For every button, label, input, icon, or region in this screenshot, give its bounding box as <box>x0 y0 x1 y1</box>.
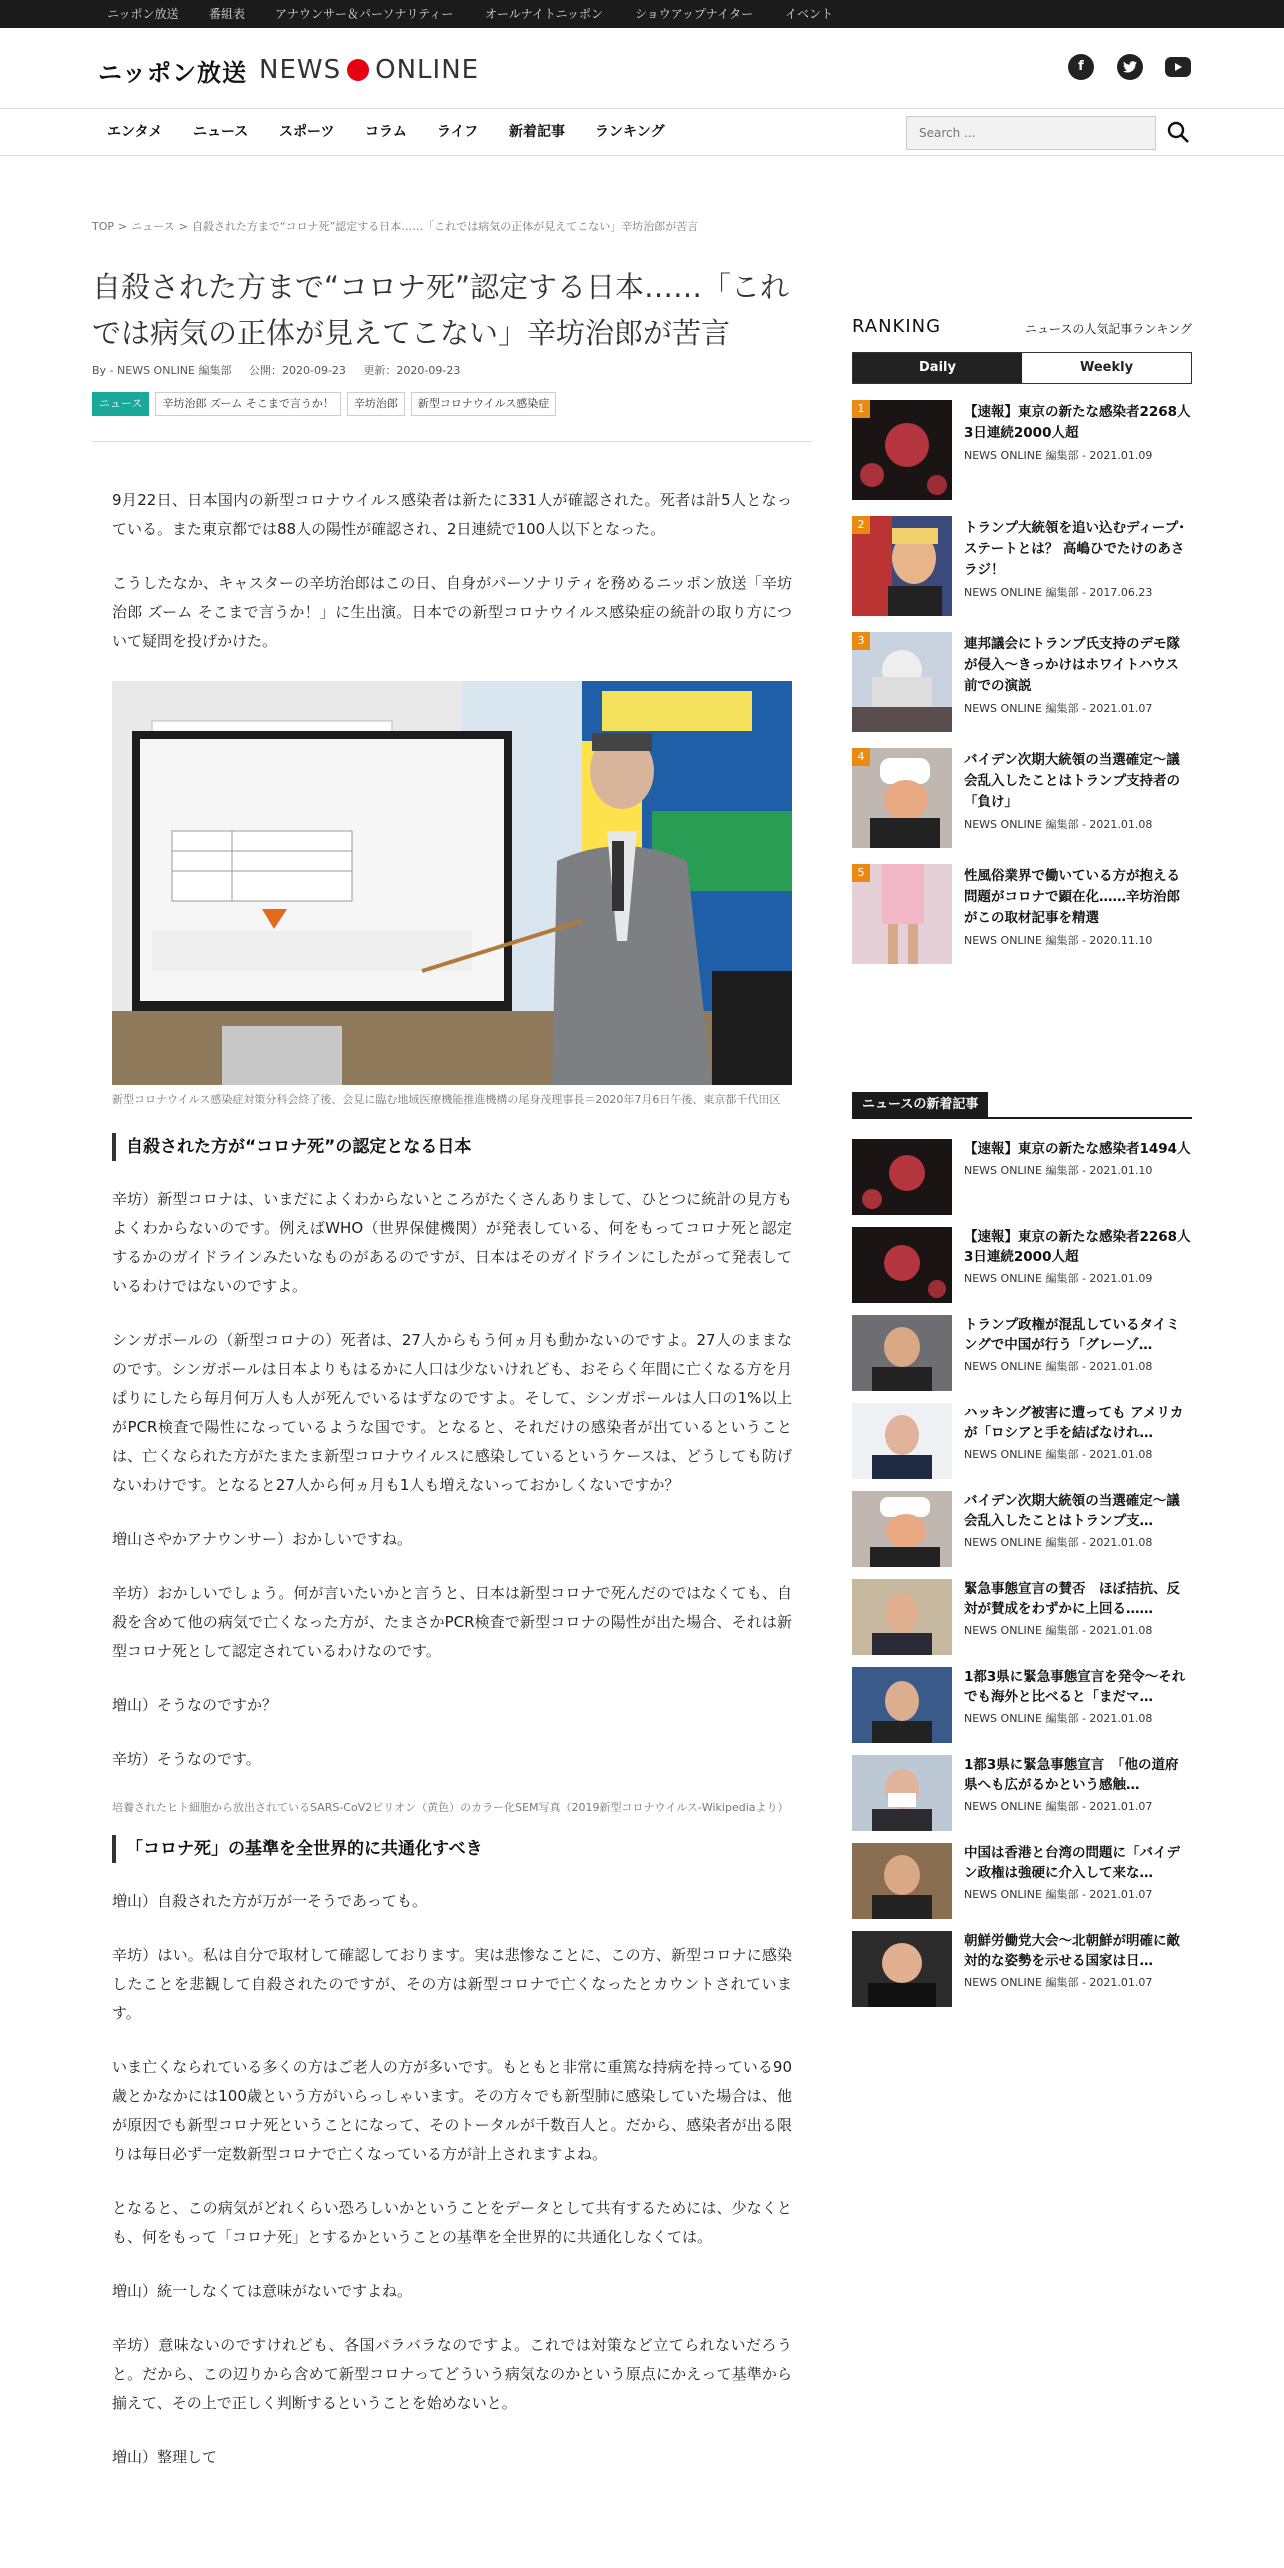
item-title-text: 中国は香港と台湾の問題に「バイデン政権は強硬に介入して来な… <box>964 1845 1180 1881</box>
breadcrumb-top[interactable]: TOP <box>92 220 115 233</box>
nav-item-news[interactable]: ニュース <box>193 124 249 140</box>
twitter-icon[interactable] <box>1117 54 1143 80</box>
item-title-text: 性風俗業界で働いている方が抱える問題がコロナで顕在化……辛坊治郎がこの取材記事を精選 <box>964 868 1180 926</box>
article-paragraph: 辛坊）おかしいでしょう。何が言いたいかと言うと、日本は新型コロナで死んだのではなくても、自殺を含めて他の病気で亡くなった方が、たまさかPCR検査で新型コロナの陽性が出た場合、それは新型コロナ死として認定されているわけなのです。 <box>112 1584 792 1660</box>
newest-item-title <box>964 1755 1192 1817</box>
item-title-text: 1都3県に緊急事態宣言 「他の道府県へも広がるかという感触… <box>964 1757 1179 1793</box>
photo-caption: 新型コロナウイルス感染症対策分科会終了後、会見に臨む地域医療機能推進機構の尾身茂理事長＝2020年7月6日午後、東京都千代田区 <box>112 1093 781 1106</box>
thumbnail <box>852 864 952 964</box>
item-meta: NEWS ONLINE 編集部 - 2021.01.08 <box>964 1536 1153 1549</box>
newest-item-title <box>964 1931 1192 1993</box>
nav-item-column[interactable]: コラム <box>365 124 407 140</box>
item-title-text: トランプ政権が混乱しているタイミングで中国が行う「グレーゾ… <box>964 1317 1180 1353</box>
newest-item[interactable] <box>852 1579 1192 1655</box>
newest-item[interactable] <box>852 1755 1192 1831</box>
thumbnail <box>852 1491 952 1567</box>
thumbnail <box>852 1579 952 1655</box>
ranking-item[interactable] <box>852 632 1192 732</box>
newest-item[interactable] <box>852 1227 1205 1303</box>
article-paragraph: いま亡くなられている多くの方はご老人の方が多いです。もともと非常に重篤な持病を持っている90歳とかなかには100歳という方がいらっしゃいます。その方々でも新型肺に感染していた場合は、他が原因でも新型コロナ死ということになって、そのトータルが千数百人と。だから、感染者が出る限りは毎日必ず一定数新型コロナで亡くなっている方が計上されますよね。 <box>112 2058 792 2163</box>
ranking-item[interactable] <box>852 864 1192 964</box>
thumbnail <box>852 1931 952 2007</box>
article-paragraph: 増山）そうなのですか？ <box>112 1696 278 1714</box>
divider <box>92 441 812 442</box>
article-meta <box>92 362 474 378</box>
article-paragraph: シンガポールの（新型コロナの）死者は、27人からもう何ヵ月も動かないのですよ。27人のままなのです。シンガポールは日本よりもはるかに人口は少ないけれども、おそらく年間に亡くなる方を月ぱりにしたら毎月何万人も人が死んでいるはずなのですよ。そして、シンガポールは人口の1%以上がPCR検査で陽性になっているような国です。となると、それだけの感染者が出ているということは、亡くなられた方がたまたま新型コロナウイルスに感染しているというケースは、どうしても防げないわけです。となると27人から何ヵ月も1人も増えないっておかしくないですか？ <box>112 1331 792 1494</box>
item-meta: NEWS ONLINE 編集部 - 2021.01.08 <box>964 1624 1153 1637</box>
article-paragraph: 辛坊）そうなのです。 <box>112 1750 261 1768</box>
article-updated: 更新：2020-09-23 <box>363 364 461 377</box>
newest-item[interactable] <box>852 1403 1192 1479</box>
thumbnail <box>852 516 952 616</box>
thumbnail <box>852 1139 952 1215</box>
ranking-item-title <box>964 750 1192 835</box>
thumbnail <box>852 748 952 848</box>
article-paragraph: 増山）自殺された方が万が一そうであっても。 <box>112 1892 427 1910</box>
article-photo <box>112 681 792 1085</box>
tag-list <box>92 392 556 416</box>
item-meta: NEWS ONLINE 編集部 - 2020.11.10 <box>964 934 1153 947</box>
topbar-link-allnightnippon[interactable]: オールナイトニッポン <box>485 7 603 21</box>
rank-number: 5 <box>852 864 870 882</box>
topbar-link-showup-nighter[interactable]: ショウアップナイター <box>635 7 754 21</box>
item-meta: NEWS ONLINE 編集部 - 2021.01.07 <box>964 1800 1153 1813</box>
logo-online: ONLINE <box>375 55 480 85</box>
item-meta: NEWS ONLINE 編集部 - 2021.01.08 <box>964 1712 1153 1725</box>
nav-item-entertainment[interactable]: エンタメ <box>107 124 163 140</box>
logo-news: NEWS <box>259 55 342 85</box>
article-body <box>112 486 792 2497</box>
item-meta: NEWS ONLINE 編集部 - 2021.01.08 <box>964 818 1153 831</box>
newest-item-title <box>964 1315 1192 1377</box>
newest-item-title <box>964 1139 1192 1181</box>
newest-item[interactable] <box>852 1139 1192 1215</box>
newest-item-title <box>964 1579 1192 1641</box>
newest-item-title <box>964 1843 1192 1905</box>
logo-red-dot <box>347 59 369 81</box>
ranking-tabs <box>852 352 1192 384</box>
article-paragraph: 9月22日、日本国内の新型コロナウイルス感染者は新たに331人が確認された。死者は計5人となっている。また東京都では88人の陽性が確認され、2日連続で100人以下となった。 <box>112 491 792 538</box>
facebook-icon[interactable]: f <box>1068 54 1094 80</box>
newest-item-title <box>964 1403 1192 1465</box>
item-title-text: バイデン次期大統領の当選確定～議会乱入したことはトランプ支… <box>964 1493 1180 1529</box>
item-meta: NEWS ONLINE 編集部 - 2021.01.08 <box>964 1360 1153 1373</box>
tab-weekly[interactable]: Weekly <box>1022 353 1191 383</box>
item-title-text: 【速報】東京の新たな感染者2268人 3日連続2000人超 <box>964 404 1205 441</box>
thumbnail <box>852 1667 952 1743</box>
ranking-item-title <box>964 518 1192 603</box>
rank-number: 2 <box>852 516 870 534</box>
newest-header: ニュースの新着記事 <box>852 1092 988 1118</box>
tag-item[interactable]: 辛坊治郎 <box>347 392 405 416</box>
breadcrumb-news[interactable]: ニュース <box>131 220 175 233</box>
nav-item-latest[interactable]: 新着記事 <box>509 124 565 140</box>
article-author: By - NEWS ONLINE 編集部 <box>92 364 232 377</box>
item-title-text: トランプ大統領を追い込むディープ･ステートとは？ 高嶋ひでたけのあさラジ！ <box>964 520 1185 578</box>
article-paragraph: 増山）整理して <box>112 2448 218 2466</box>
tag-item[interactable]: 辛坊治郎 ズーム そこまで言うか！ <box>155 392 340 416</box>
ranking-item-title <box>964 402 1205 466</box>
item-meta: NEWS ONLINE 編集部 - 2021.01.09 <box>964 449 1153 462</box>
section-heading: 「コロナ死」の基準を全世界的に共通化すべき <box>112 1835 792 1863</box>
breadcrumb-sep: > <box>118 220 128 233</box>
rank-number: 3 <box>852 632 870 650</box>
newest-item-title <box>964 1667 1192 1729</box>
search-input[interactable] <box>906 116 1156 150</box>
photo-caption: 培養されたヒト細胞から放出されているSARS-CoV2ビリオン（黄色）のカラー化SEM写真（2019新型コロナウイルス-Wikipediaより） <box>112 1801 789 1814</box>
tag-item[interactable]: 新型コロナウイルス感染症 <box>411 392 556 416</box>
item-meta: NEWS ONLINE 編集部 - 2021.01.07 <box>964 702 1153 715</box>
nav-item-sports[interactable]: スポーツ <box>279 124 335 140</box>
topbar-link-program-guide[interactable]: 番組表 <box>209 7 246 21</box>
newest-item[interactable] <box>852 1931 1192 2007</box>
search-icon[interactable] <box>1166 120 1190 144</box>
topbar-link-nippon-housou[interactable]: ニッポン放送 <box>107 7 179 21</box>
rank-number: 4 <box>852 748 870 766</box>
category-badge[interactable]: ニュース <box>92 392 149 416</box>
item-meta: NEWS ONLINE 編集部 - 2021.01.10 <box>964 1164 1153 1177</box>
ranking-header <box>852 312 1192 340</box>
breadcrumb-sep: > <box>178 220 188 233</box>
ranking-item-title <box>964 866 1192 951</box>
item-meta: NEWS ONLINE 編集部 - 2021.01.08 <box>964 1448 1153 1461</box>
thumbnail <box>852 400 952 500</box>
section-heading: 自殺された方が“コロナ死”の認定となる日本 <box>112 1133 792 1161</box>
item-meta: NEWS ONLINE 編集部 - 2021.01.07 <box>964 1976 1153 1989</box>
article-paragraph: となると、この病気がどれくらい恐ろしいかということをデータとして共有するためには、少なくとも、何をもって「コロナ死」とするかということの基準を全世界的に共通化しなくては。 <box>112 2199 792 2246</box>
topbar-link-announcers[interactable]: アナウンサー＆パーソナリティー <box>275 7 454 21</box>
item-title-text: 1都3県に緊急事態宣言を発令～それでも海外と比べると「まだマ… <box>964 1669 1186 1705</box>
ranking-subtitle: ニュースの人気記事ランキング <box>1024 322 1192 336</box>
newest-item[interactable] <box>852 1491 1192 1567</box>
logo-jp: ニッポン放送 <box>98 58 248 87</box>
item-title-text: バイデン次期大統領の当選確定～議会乱入したことはトランプ支持者の「負け」 <box>964 752 1180 810</box>
breadcrumb-current: 自殺された方まで“コロナ死”認定する日本……「これでは病気の正体が見えてこない」辛坊治郎が苦言 <box>191 220 699 233</box>
newest-item[interactable] <box>852 1315 1192 1391</box>
page-title: 自殺された方まで“コロナ死”認定する日本……「これでは病気の正体が見えてこない」辛坊治郎が苦言 <box>92 270 790 350</box>
item-title-text: ハッキング被害に遭っても アメリカが「ロシアと手を結ばなけれ… <box>964 1405 1184 1441</box>
newest-item-title <box>964 1491 1192 1553</box>
site-logo[interactable] <box>98 52 479 88</box>
ranking-item[interactable] <box>852 516 1192 616</box>
tab-daily[interactable]: Daily <box>853 353 1022 383</box>
thumbnail <box>852 1403 952 1479</box>
thumbnail <box>852 1315 952 1391</box>
article-paragraph: 増山）統一しなくては意味がないですよね。 <box>112 2282 413 2300</box>
item-title-text: 緊急事態宣言の賛否 ほぼ拮抗、反対が賛成をわずかに上回る…… <box>964 1581 1180 1617</box>
breadcrumb <box>92 218 702 234</box>
article-paragraph: 辛坊）はい。私は自分で取材して確認しております。実は悲惨なことに、この方、新型コロナに感染したことを悲観して自殺されたのですが、その方は新型コロナで亡くなったとカウントされています。 <box>112 1946 792 2022</box>
nav-item-ranking[interactable]: ランキング <box>595 124 665 140</box>
article-paragraph: 辛坊）意味ないのですけれども、各国バラバラなのですよ。これでは対策など立てられないだろうと。だから、この辺りから含めて新型コロナってどういう病気なのかという原点にかえって基準から揃えて、その上で正しく判断するということを始めないと。 <box>112 2336 792 2412</box>
thumbnail <box>852 1843 952 1919</box>
nav-item-life[interactable]: ライフ <box>437 124 479 140</box>
article-paragraph: こうしたなか、キャスターの辛坊治郎はこの日、自身がパーソナリティを務めるニッポン放送「辛坊治郎 ズーム そこまで言うか！」に生出演。日本での新型コロナウイルス感染症の統計の取り方について疑問を投げかけた。 <box>112 574 792 650</box>
ranking-item-title <box>964 634 1192 719</box>
thumbnail <box>852 1227 952 1303</box>
item-meta: NEWS ONLINE 編集部 - 2021.01.09 <box>964 1272 1153 1285</box>
thumbnail <box>852 632 952 732</box>
article-paragraph: 辛坊）新型コロナは、いまだによくわからないところがたくさんありまして、ひとつに統計の見方もよくわからないのです。例えばWHO（世界保健機関）が発表している、何をもってコロナ死と認定するかのガイドラインみたいなものがあるのですが、日本はそのガイドラインにしたがって発表しているわけではないのですよ。 <box>112 1190 792 1295</box>
thumbnail <box>852 1755 952 1831</box>
youtube-icon[interactable] <box>1165 57 1191 77</box>
topbar-link-events[interactable]: イベント <box>785 7 834 21</box>
divider <box>852 1117 1192 1119</box>
item-title-text: 【速報】東京の新たな感染者1494人 <box>964 1141 1191 1157</box>
newest-item-title <box>964 1227 1205 1289</box>
article-published: 公開：2020-09-23 <box>249 364 346 377</box>
ranking-item[interactable] <box>852 748 1192 848</box>
top-bar <box>0 0 1284 28</box>
article-paragraph: 増山さやかアナウンサー）おかしいですね。 <box>112 1530 413 1548</box>
newest-item[interactable] <box>852 1843 1192 1919</box>
item-meta: NEWS ONLINE 編集部 - 2017.06.23 <box>964 586 1153 599</box>
item-title-text: 朝鮮労働党大会～北朝鮮が明確に敵対的な姿勢を示せる国家は日… <box>964 1933 1180 1969</box>
rank-number: 1 <box>852 400 870 418</box>
item-title-text: 連邦議会にトランプ氏支持のデモ隊が侵入～きっかけはホワイトハウス前での演説 <box>964 636 1180 694</box>
item-title-text: 【速報】東京の新たな感染者2268人 3日連続2000人超 <box>964 1229 1205 1265</box>
ranking-item[interactable] <box>852 400 1205 500</box>
newest-item[interactable] <box>852 1667 1192 1743</box>
ranking-title: RANKING <box>852 316 942 337</box>
item-meta: NEWS ONLINE 編集部 - 2021.01.07 <box>964 1888 1153 1901</box>
